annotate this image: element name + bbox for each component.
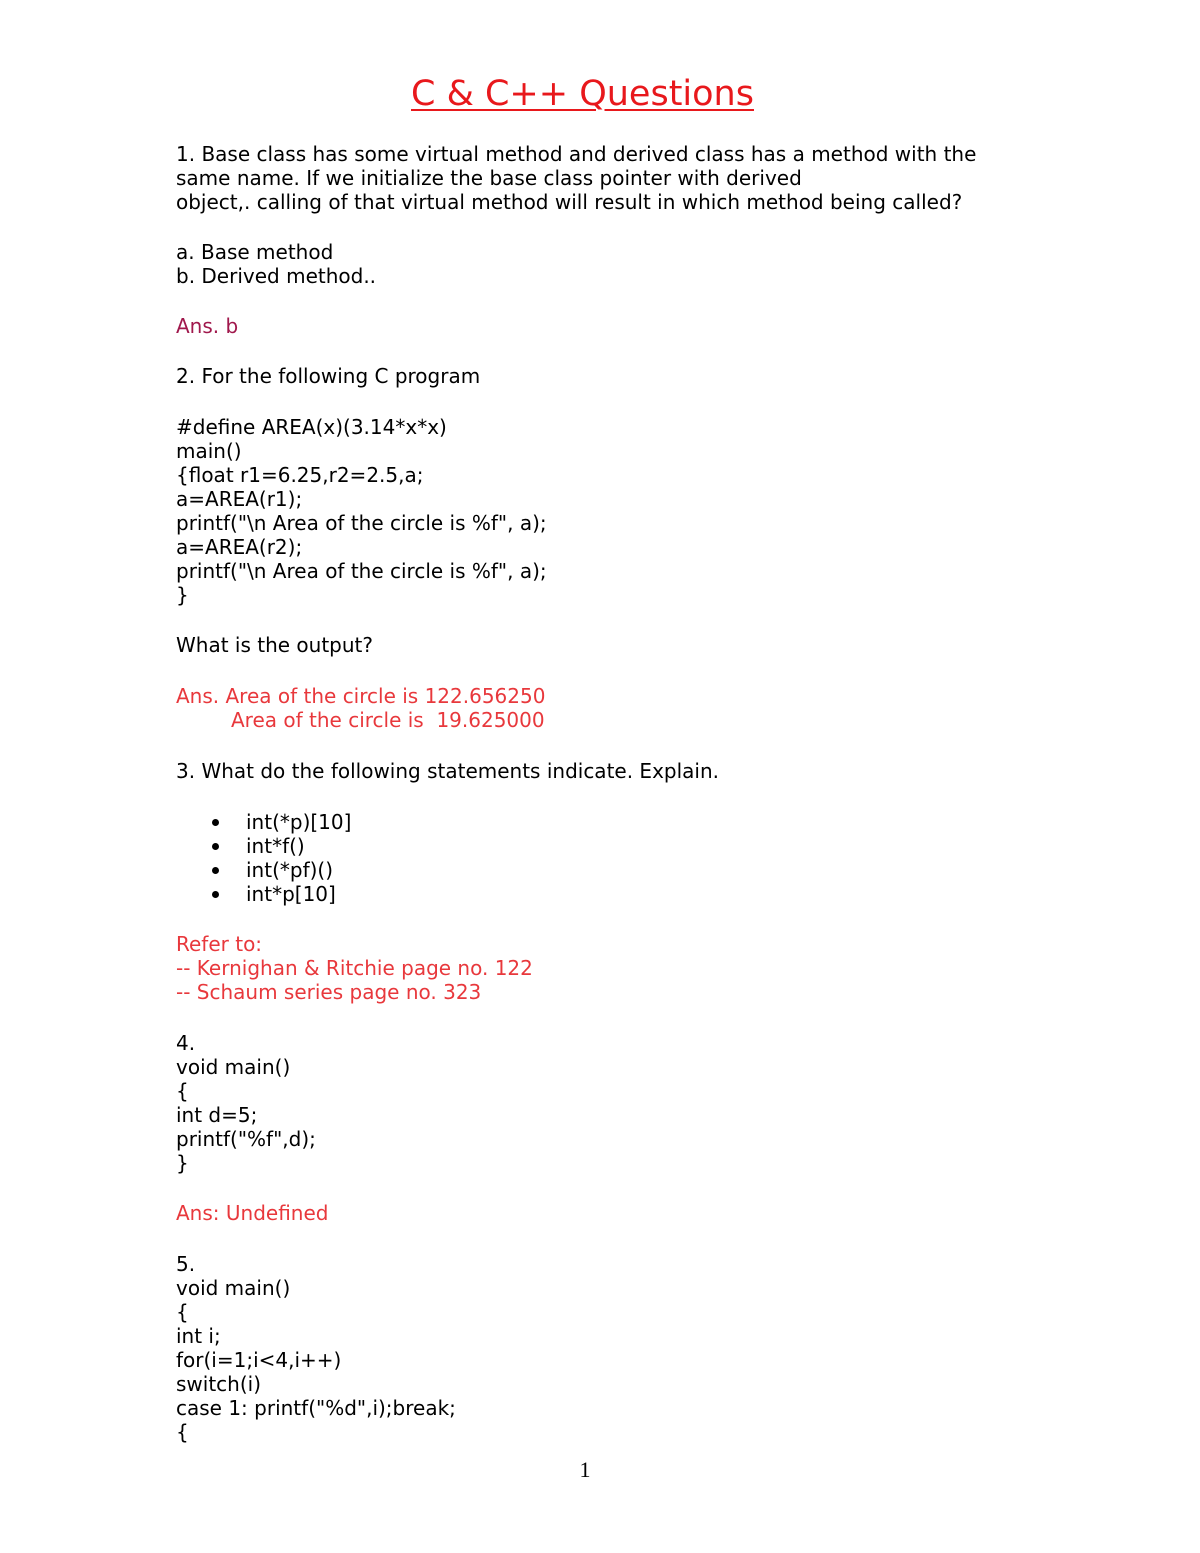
code-line: a=AREA(r1); [176,487,303,511]
question-1-option-b: b. Derived method.. [176,264,377,288]
question-1 [176,142,1056,338]
bullet-icon [212,867,219,874]
question-2 [176,364,1056,732]
question-2-answer-line: Ans. Area of the circle is 122.656250 [176,684,546,708]
bullet-text: int(*p)[10] [246,810,352,834]
question-3-reference: -- Kernighan & Ritchie page no. 122 [176,956,533,980]
code-line: a=AREA(r2); [176,535,303,559]
question-2-answer-line: Area of the circle is 19.625000 [231,708,545,732]
page-number: 1 [579,1457,591,1482]
code-line: for(i=1;i<4,i++) [176,1348,342,1372]
code-line: switch(i) [176,1372,262,1396]
bullet-text: int(*pf)() [246,858,334,882]
question-1-answer: Ans. b [176,314,239,338]
bullet-item [176,834,1056,858]
question-5 [176,1252,1056,1444]
question-3-bullet-list [176,810,1056,906]
code-line: int d=5; [176,1103,258,1127]
question-4-answer: Ans: Undefined [176,1201,329,1225]
bullet-icon [212,843,219,850]
code-line: case 1: printf("%d",i);break; [176,1396,456,1420]
code-line: void main() [176,1276,291,1300]
document-body [176,142,1056,1444]
bullet-icon [212,891,219,898]
code-line: printf("\n Area of the circle is %f", a); [176,559,547,583]
question-1-line: object,. calling of that virtual method will result in which method being called? [176,190,963,214]
question-2-code [176,415,1056,607]
document-title: C & C++ Questions [411,74,754,114]
code-line: printf("%f",d); [176,1127,316,1151]
code-line: } [176,1151,189,1175]
code-line: {float r1=6.25,r2=2.5,a; [176,463,424,487]
question-3-refer-heading: Refer to: [176,932,263,956]
bullet-text: int*p[10] [246,882,336,906]
question-3-text: 3. What do the following statements indicate. Explain. [176,759,719,783]
question-1-line: 1. Base class has some virtual method and derived class has a method with the [176,142,977,166]
code-line: main() [176,439,242,463]
question-4-number: 4. [176,1031,196,1055]
question-3-reference: -- Schaum series page no. 323 [176,980,482,1004]
code-line: { [176,1079,189,1103]
question-3 [176,759,1056,1004]
bullet-item [176,882,1056,906]
question-2-text: 2. For the following C program [176,364,481,388]
bullet-item [176,858,1056,882]
code-line: void main() [176,1055,291,1079]
bullet-item [176,810,1056,834]
code-line: { [176,1420,189,1444]
code-line: { [176,1300,189,1324]
question-2-prompt: What is the output? [176,633,374,657]
code-line: #define AREA(x)(3.14*x*x) [176,415,447,439]
bullet-icon [212,819,219,826]
code-line: int i; [176,1324,221,1348]
bullet-text: int*f() [246,834,305,858]
question-4 [176,1031,1056,1225]
question-1-option-a: a. Base method [176,240,334,264]
code-line: printf("\n Area of the circle is %f", a); [176,511,547,535]
question-1-line: same name. If we initialize the base class pointer with derived [176,166,802,190]
question-5-number: 5. [176,1252,196,1276]
code-line: } [176,583,189,607]
